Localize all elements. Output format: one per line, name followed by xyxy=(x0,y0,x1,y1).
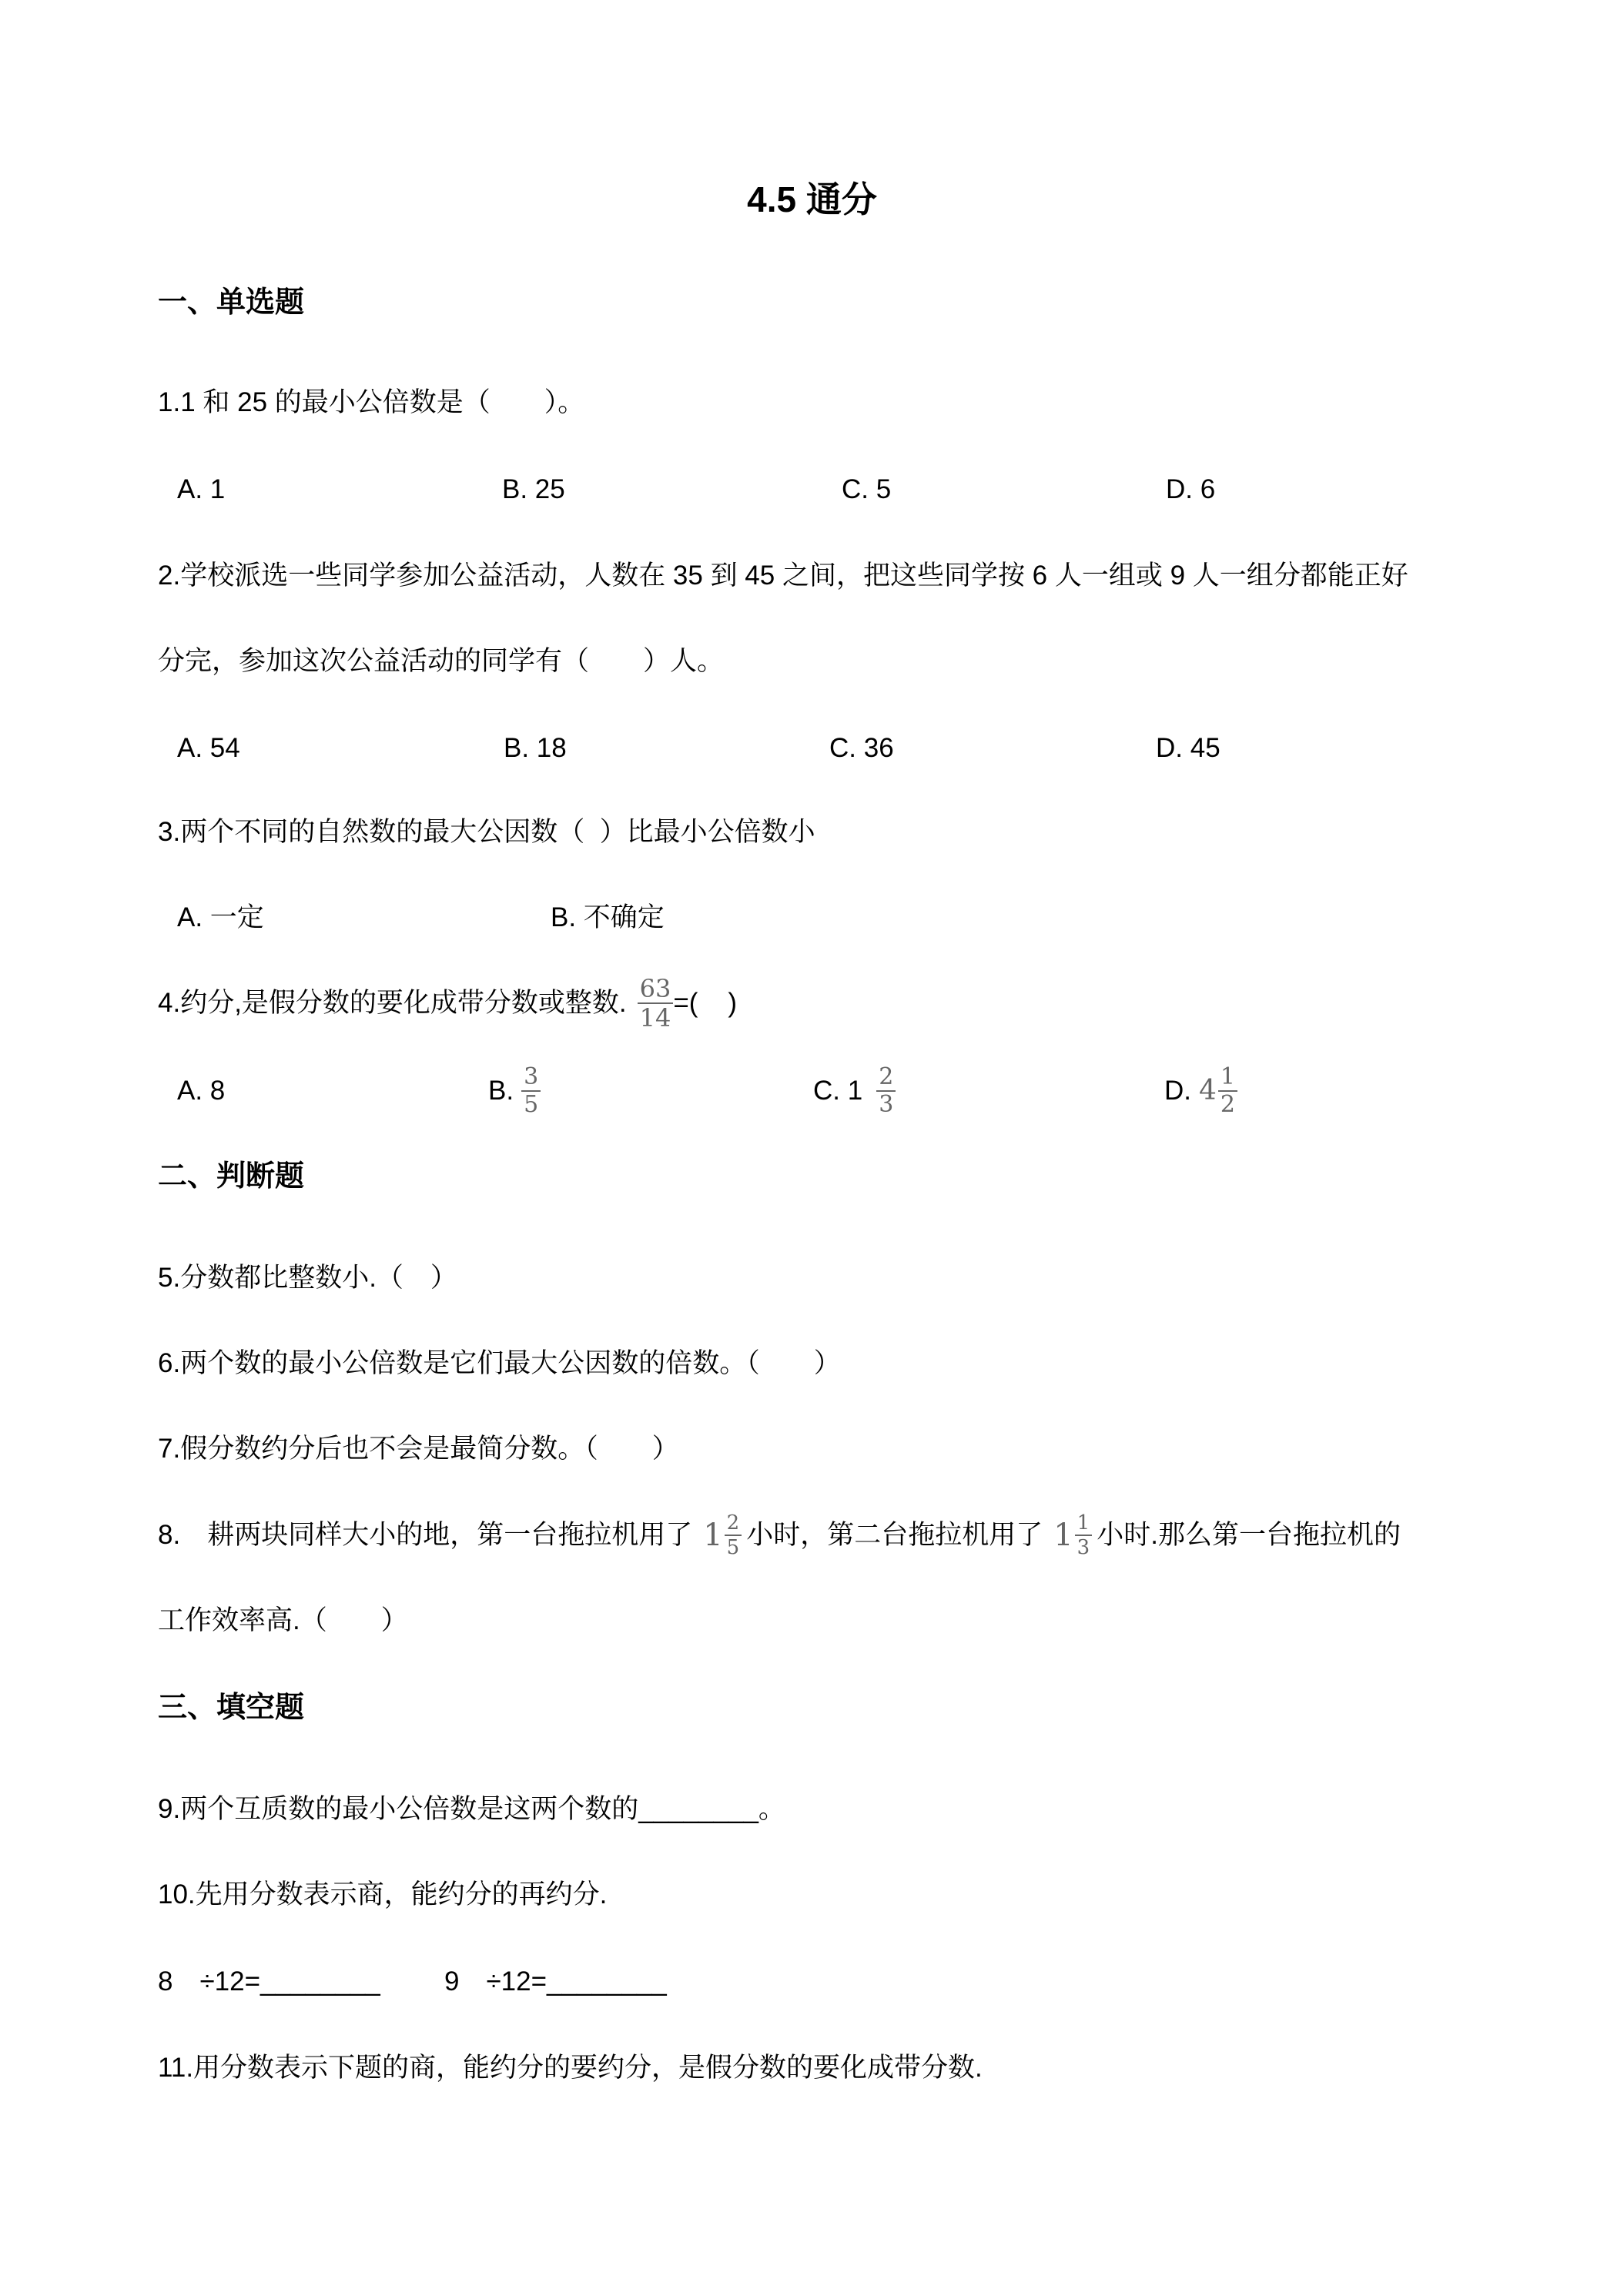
q4-option-d-whole: 4 xyxy=(1199,1075,1217,1106)
fraction-numerator: 1 xyxy=(1218,1066,1237,1092)
question-3: 3.两个不同的自然数的最大公因数（ ）比最小公倍数小 xyxy=(158,817,815,847)
mixed-whole: 1 xyxy=(1053,1518,1073,1553)
q4-option-d xyxy=(1164,1060,1237,1122)
fraction-denominator: 2 xyxy=(1220,1091,1235,1118)
question-10: 10.先用分数表示商，能约分的再约分. xyxy=(158,1879,608,1909)
section-heading-fill-in: 三、填空题 xyxy=(158,1692,305,1724)
q2-option-d: D. 45 xyxy=(1156,733,1221,763)
q3-option-b: B. 不确定 xyxy=(551,902,665,932)
question-8-before: 8. 耕两块同样大小的地，第一台拖拉机用了 xyxy=(158,1520,693,1550)
fraction-denominator: 3 xyxy=(879,1091,894,1118)
fraction-numerator: 63 xyxy=(638,976,674,1004)
q4-option-a-label: A. 8 xyxy=(177,1076,226,1106)
q3-option-a: A. 一定 xyxy=(177,902,264,932)
fraction-denominator: 14 xyxy=(639,1003,671,1033)
q4-option-c xyxy=(813,1060,896,1122)
q4-fraction xyxy=(638,974,674,1033)
question-2-line-2: 分完，参加这次公益活动的同学有（ ）人。 xyxy=(158,646,725,676)
q10-item-2: 9 ÷12=________ xyxy=(444,1966,667,1996)
question-4-text: 4.约分,是假分数的要化成带分数或整数. xyxy=(158,988,627,1018)
q10-item-1: 8 ÷12=________ xyxy=(158,1966,380,1996)
q2-option-c: C. 36 xyxy=(829,733,894,763)
question-7: 7.假分数约分后也不会是最简分数。（ ） xyxy=(158,1434,679,1464)
question-8-middle: 小时，第二台拖拉机用了 xyxy=(746,1520,1043,1550)
fraction-numerator: 2 xyxy=(725,1513,742,1536)
fraction-numerator: 3 xyxy=(521,1066,541,1092)
fraction-numerator: 2 xyxy=(876,1066,896,1092)
q1-option-c: C. 5 xyxy=(842,474,892,504)
q2-option-b: B. 18 xyxy=(504,733,567,763)
q4-option-b xyxy=(488,1060,541,1122)
q4-option-b-fraction xyxy=(521,1063,541,1118)
question-9: 9.两个互质数的最小公倍数是这两个数的________。 xyxy=(158,1794,785,1824)
mixed-fraction xyxy=(725,1513,742,1558)
question-1: 1.1 和 25 的最小公倍数是（ ）。 xyxy=(158,387,585,417)
question-4-tail: =( ) xyxy=(673,988,738,1018)
mixed-fraction xyxy=(1075,1513,1093,1558)
q8-mixed-number-1 xyxy=(703,1513,742,1558)
fraction-numerator: 1 xyxy=(1075,1513,1093,1536)
question-2-line-1: 2.学校派选一些同学参加公益活动，人数在 35 到 45 之间，把这些同学按 6 人一组或 9 人一组分都能正好 xyxy=(158,561,1408,591)
page-title: 4.5 通分 xyxy=(747,179,877,219)
q1-option-d: D. 6 xyxy=(1166,474,1216,504)
question-6: 6.两个数的最小公倍数是它们最大公因数的倍数。（ ） xyxy=(158,1348,841,1378)
q2-option-a: A. 54 xyxy=(177,733,240,763)
q4-option-d-fraction xyxy=(1218,1063,1237,1118)
fraction-denominator: 3 xyxy=(1077,1536,1090,1559)
q4-option-b-label: B. xyxy=(488,1076,514,1106)
q1-option-a: A. 1 xyxy=(177,474,226,504)
q1-option-b: B. 25 xyxy=(502,474,565,504)
section-heading-true-false: 二、判断题 xyxy=(158,1160,305,1193)
q4-option-c-fraction xyxy=(876,1063,896,1118)
question-8-line-2: 工作效率高.（ ） xyxy=(158,1605,408,1635)
question-8-after: 小时.那么第一台拖拉机的 xyxy=(1097,1520,1401,1550)
fraction-denominator: 5 xyxy=(726,1536,740,1559)
question-11: 11.用分数表示下题的商，能约分的要约分，是假分数的要化成带分数. xyxy=(158,2053,983,2083)
q4-option-c-label: C. 1 xyxy=(813,1076,863,1106)
q8-mixed-number-2 xyxy=(1053,1513,1092,1558)
question-8-line-1 xyxy=(158,1504,1401,1566)
q4-option-a xyxy=(177,1060,225,1122)
section-heading-single-choice: 一、单选题 xyxy=(158,286,305,319)
q4-option-d-label: D. xyxy=(1164,1076,1191,1106)
mixed-whole: 1 xyxy=(703,1518,723,1553)
question-4 xyxy=(158,972,737,1034)
question-5: 5.分数都比整数小.（ ） xyxy=(158,1263,457,1293)
fraction-denominator: 5 xyxy=(524,1091,539,1118)
